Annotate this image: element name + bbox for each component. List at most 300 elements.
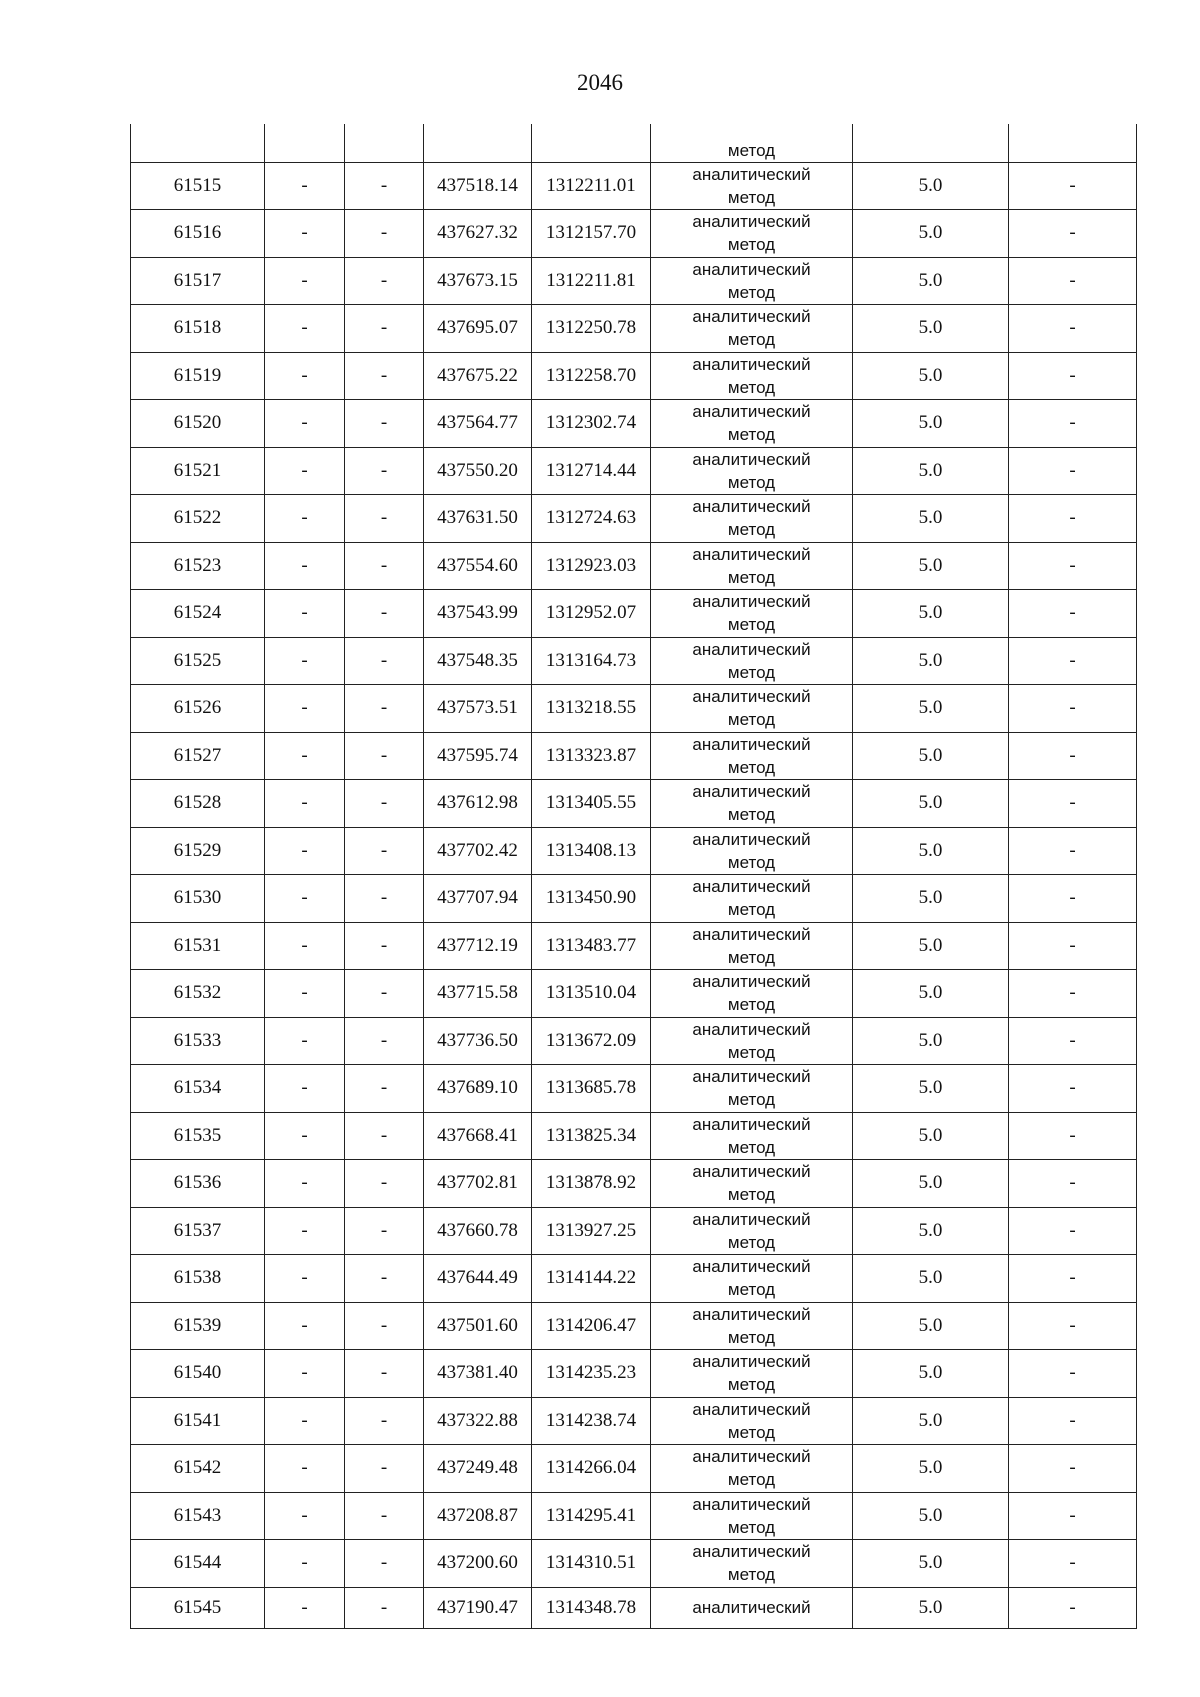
- x-coordinate-cell: 437673.15: [424, 257, 532, 305]
- method-line-1: аналитический: [692, 1494, 811, 1514]
- point-id-cell: 61520: [131, 400, 265, 448]
- y-coordinate-cell: 1313672.09: [532, 1017, 651, 1065]
- x-coordinate-cell: 437381.40: [424, 1350, 532, 1398]
- method-cell: [651, 732, 853, 780]
- method-line-2: метод: [727, 900, 776, 920]
- point-id-cell: 61539: [131, 1302, 265, 1350]
- accuracy-cell: 5.0: [853, 1255, 1009, 1303]
- point-id-cell: 61541: [131, 1397, 265, 1445]
- x-coordinate-cell: 437249.48: [424, 1445, 532, 1493]
- col8-cell: -: [1009, 1160, 1137, 1208]
- point-id-cell: 61536: [131, 1160, 265, 1208]
- table-row: [131, 590, 1137, 638]
- method-line-1: аналитический: [692, 449, 811, 469]
- method-line-1: аналитический: [692, 1257, 811, 1277]
- method-cell: [651, 305, 853, 353]
- point-id-cell: 61529: [131, 827, 265, 875]
- col8-cell: -: [1009, 1112, 1137, 1160]
- method-line-2: метод: [727, 1232, 776, 1252]
- method-line-2: метод: [727, 615, 776, 635]
- point-id-cell: 61533: [131, 1017, 265, 1065]
- col2-cell: -: [265, 542, 345, 590]
- point-id-cell: 61518: [131, 305, 265, 353]
- col2-cell: -: [265, 685, 345, 733]
- method-line-2: метод: [727, 805, 776, 825]
- col3-cell: -: [345, 780, 424, 828]
- y-coordinate-cell: 1313483.77: [532, 922, 651, 970]
- point-id-cell: 61543: [131, 1492, 265, 1540]
- method-line-1: аналитический: [692, 1067, 811, 1087]
- y-coordinate-cell: 1314206.47: [532, 1302, 651, 1350]
- col3-cell: -: [345, 1207, 424, 1255]
- col3-cell: -: [345, 447, 424, 495]
- x-coordinate-cell: 437707.94: [424, 875, 532, 923]
- y-coordinate-cell: 1312714.44: [532, 447, 651, 495]
- col3-cell: -: [345, 732, 424, 780]
- method-cell: [651, 257, 853, 305]
- method-line-1: аналитический: [692, 687, 811, 707]
- col8-cell: -: [1009, 970, 1137, 1018]
- col8-cell: -: [1009, 1017, 1137, 1065]
- x-coordinate-cell: 437322.88: [424, 1397, 532, 1445]
- col8-cell: -: [1009, 1587, 1137, 1628]
- table-row: [131, 637, 1137, 685]
- y-coordinate-cell: 1312302.74: [532, 400, 651, 448]
- y-coordinate-cell: 1314310.51: [532, 1540, 651, 1588]
- method-line-2: метод: [727, 662, 776, 682]
- y-coordinate-cell: 1312258.70: [532, 352, 651, 400]
- accuracy-cell: 5.0: [853, 162, 1009, 210]
- table-row: [131, 305, 1137, 353]
- x-coordinate-cell: 437554.60: [424, 542, 532, 590]
- table-row: [131, 922, 1137, 970]
- y-coordinate-cell: 1313825.34: [532, 1112, 651, 1160]
- accuracy-cell: 5.0: [853, 1112, 1009, 1160]
- method-line-1: аналитический: [692, 1114, 811, 1134]
- method-cell: [651, 970, 853, 1018]
- col3-cell: -: [345, 495, 424, 543]
- method-line-2: метод: [727, 187, 776, 207]
- method-cell: [651, 1112, 853, 1160]
- col3-cell: -: [345, 257, 424, 305]
- col8-cell: -: [1009, 352, 1137, 400]
- col3-cell: -: [345, 1397, 424, 1445]
- col3-cell: -: [345, 1445, 424, 1493]
- col8-cell: -: [1009, 1540, 1137, 1588]
- table-row: [131, 1397, 1137, 1445]
- point-id-cell: 61542: [131, 1445, 265, 1493]
- y-coordinate-cell: 1314235.23: [532, 1350, 651, 1398]
- method-cell: [651, 1302, 853, 1350]
- continuation-row: [131, 124, 1137, 162]
- col3-cell: -: [345, 590, 424, 638]
- col2-cell: -: [265, 637, 345, 685]
- y-coordinate-cell: 1312157.70: [532, 210, 651, 258]
- accuracy-cell: 5.0: [853, 1587, 1009, 1628]
- accuracy-cell: 5.0: [853, 1397, 1009, 1445]
- y-coordinate-cell: 1313408.13: [532, 827, 651, 875]
- col3-cell: -: [345, 970, 424, 1018]
- x-coordinate-cell: 437543.99: [424, 590, 532, 638]
- col8-cell: -: [1009, 162, 1137, 210]
- point-id-cell: 61525: [131, 637, 265, 685]
- point-id-cell: 61521: [131, 447, 265, 495]
- method-line-2: метод: [727, 235, 776, 255]
- y-coordinate-cell: 1314238.74: [532, 1397, 651, 1445]
- col3-cell: -: [345, 685, 424, 733]
- col8-cell: -: [1009, 1492, 1137, 1540]
- y-coordinate-cell: 1312952.07: [532, 590, 651, 638]
- table-row: [131, 1492, 1137, 1540]
- col8-cell: -: [1009, 732, 1137, 780]
- accuracy-cell: 5.0: [853, 210, 1009, 258]
- method-cell: [651, 210, 853, 258]
- accuracy-cell: 5.0: [853, 1160, 1009, 1208]
- method-line-2: метод: [727, 852, 776, 872]
- coordinates-table: [130, 124, 1137, 1629]
- method-cell: [651, 1017, 853, 1065]
- x-coordinate-cell: 437712.19: [424, 922, 532, 970]
- x-coordinate-cell: 437573.51: [424, 685, 532, 733]
- page-number: 2046: [577, 70, 623, 95]
- table-row: [131, 1302, 1137, 1350]
- col8-cell: -: [1009, 827, 1137, 875]
- col3-cell: -: [345, 352, 424, 400]
- table-row: [131, 1207, 1137, 1255]
- col8-cell: -: [1009, 257, 1137, 305]
- point-id-cell: 61523: [131, 542, 265, 590]
- col2-cell: -: [265, 780, 345, 828]
- y-coordinate-cell: 1314266.04: [532, 1445, 651, 1493]
- accuracy-cell: 5.0: [853, 1302, 1009, 1350]
- col3-cell: -: [345, 1017, 424, 1065]
- point-id-cell: 61530: [131, 875, 265, 923]
- x-coordinate-cell: 437200.60: [424, 1540, 532, 1588]
- point-id-cell: 61535: [131, 1112, 265, 1160]
- table-row: [131, 495, 1137, 543]
- col8-cell: -: [1009, 447, 1137, 495]
- point-id-cell: 61516: [131, 210, 265, 258]
- col2-cell: -: [265, 1112, 345, 1160]
- y-coordinate-cell: 1313685.78: [532, 1065, 651, 1113]
- col8-cell: -: [1009, 590, 1137, 638]
- table-row: [131, 162, 1137, 210]
- table-row: [131, 352, 1137, 400]
- x-coordinate-cell: 437675.22: [424, 352, 532, 400]
- method-cell: [651, 162, 853, 210]
- x-coordinate-cell: 437631.50: [424, 495, 532, 543]
- accuracy-cell: 5.0: [853, 257, 1009, 305]
- x-coordinate-cell: 437702.42: [424, 827, 532, 875]
- col2-cell: -: [265, 732, 345, 780]
- y-coordinate-cell: 1313878.92: [532, 1160, 651, 1208]
- col8-cell: -: [1009, 542, 1137, 590]
- method-line-1: аналитический: [692, 1304, 811, 1324]
- col2-cell: -: [265, 1397, 345, 1445]
- method-line-2: метод: [727, 425, 776, 445]
- x-coordinate-cell: 437695.07: [424, 305, 532, 353]
- table-row: [131, 1255, 1137, 1303]
- col3-cell: -: [345, 922, 424, 970]
- accuracy-cell: 5.0: [853, 1207, 1009, 1255]
- accuracy-cell: 5.0: [853, 1065, 1009, 1113]
- method-line-1: аналитический: [692, 1447, 811, 1467]
- y-coordinate-cell: 1313510.04: [532, 970, 651, 1018]
- method-cell: [651, 590, 853, 638]
- table-row: [131, 1350, 1137, 1398]
- method-line-2: метод: [727, 1565, 776, 1585]
- x-coordinate-cell: 437715.58: [424, 970, 532, 1018]
- col2-cell: -: [265, 1350, 345, 1398]
- method-cell: [651, 875, 853, 923]
- x-coordinate-cell: 437501.60: [424, 1302, 532, 1350]
- col2-cell: -: [265, 922, 345, 970]
- method-line-1: аналитический: [692, 782, 811, 802]
- table-row: [131, 447, 1137, 495]
- point-id-cell: 61524: [131, 590, 265, 638]
- method-line-2: метод: [727, 520, 776, 540]
- method-line-1: аналитический: [692, 1019, 811, 1039]
- accuracy-cell: 5.0: [853, 922, 1009, 970]
- point-id-cell: 61527: [131, 732, 265, 780]
- col2-cell: -: [265, 875, 345, 923]
- method-line-2: метод: [727, 330, 776, 350]
- accuracy-cell: 5.0: [853, 637, 1009, 685]
- col2-cell: -: [265, 970, 345, 1018]
- accuracy-cell: 5.0: [853, 780, 1009, 828]
- col8-cell: -: [1009, 637, 1137, 685]
- method-line-1: аналитический: [692, 1209, 811, 1229]
- method-line-2: метод: [727, 1375, 776, 1395]
- x-coordinate-cell: 437627.32: [424, 210, 532, 258]
- col2-cell: -: [265, 495, 345, 543]
- col8-cell: -: [1009, 495, 1137, 543]
- method-cell: [651, 1540, 853, 1588]
- method-cell: [651, 1350, 853, 1398]
- method-cell: [651, 542, 853, 590]
- col3-cell: -: [345, 1540, 424, 1588]
- accuracy-cell: 5.0: [853, 495, 1009, 543]
- x-coordinate-cell: 437564.77: [424, 400, 532, 448]
- method-line-2: метод: [727, 1185, 776, 1205]
- accuracy-cell: 5.0: [853, 305, 1009, 353]
- method-cell: [651, 922, 853, 970]
- point-id-cell: 61540: [131, 1350, 265, 1398]
- accuracy-cell: 5.0: [853, 1540, 1009, 1588]
- accuracy-cell: 5.0: [853, 352, 1009, 400]
- method-line-1: аналитический: [692, 1542, 811, 1562]
- x-coordinate-cell: 437736.50: [424, 1017, 532, 1065]
- col8-cell: -: [1009, 780, 1137, 828]
- col2-cell: -: [265, 1255, 345, 1303]
- accuracy-cell: 5.0: [853, 1350, 1009, 1398]
- col3-cell: -: [345, 1587, 424, 1628]
- point-id-cell: 61519: [131, 352, 265, 400]
- col8-cell: -: [1009, 210, 1137, 258]
- col8-cell: -: [1009, 685, 1137, 733]
- table-row: [131, 1445, 1137, 1493]
- x-coordinate-cell: 437702.81: [424, 1160, 532, 1208]
- col2-cell: -: [265, 1540, 345, 1588]
- y-coordinate-cell: 1313405.55: [532, 780, 651, 828]
- method-cell: [651, 495, 853, 543]
- y-coordinate-cell: 1312211.81: [532, 257, 651, 305]
- col2-cell: -: [265, 1065, 345, 1113]
- point-id-cell: 61532: [131, 970, 265, 1018]
- method-cell: [651, 352, 853, 400]
- point-id-cell: 61526: [131, 685, 265, 733]
- method-line-1: аналитический: [692, 829, 811, 849]
- y-coordinate-cell: 1313218.55: [532, 685, 651, 733]
- method-line-2: метод: [727, 757, 776, 777]
- col2-cell: -: [265, 590, 345, 638]
- method-line-1: аналитический: [692, 402, 811, 422]
- method-line-1: аналитический: [692, 877, 811, 897]
- method-cell: [651, 1255, 853, 1303]
- table-row: [131, 780, 1137, 828]
- table-row: [131, 875, 1137, 923]
- x-coordinate-cell: 437668.41: [424, 1112, 532, 1160]
- method-line-1: аналитический: [692, 1352, 811, 1372]
- table-row: [131, 542, 1137, 590]
- method-cell: аналитический: [651, 1587, 853, 1628]
- method-line-1: аналитический: [692, 924, 811, 944]
- col2-cell: -: [265, 1160, 345, 1208]
- col3-cell: -: [345, 162, 424, 210]
- x-coordinate-cell: 437595.74: [424, 732, 532, 780]
- col8-cell: -: [1009, 400, 1137, 448]
- x-coordinate-cell: 437518.14: [424, 162, 532, 210]
- col2-cell: -: [265, 827, 345, 875]
- method-line-1: аналитический: [692, 307, 811, 327]
- col2-cell: -: [265, 1587, 345, 1628]
- col3-cell: -: [345, 1302, 424, 1350]
- col3-cell: -: [345, 1350, 424, 1398]
- point-id-cell: 61515: [131, 162, 265, 210]
- point-id-cell: 61534: [131, 1065, 265, 1113]
- table-row: [131, 827, 1137, 875]
- x-coordinate-cell: 437612.98: [424, 780, 532, 828]
- x-coordinate-cell: 437208.87: [424, 1492, 532, 1540]
- x-coordinate-cell: 437190.47: [424, 1587, 532, 1628]
- col8-cell: -: [1009, 305, 1137, 353]
- method-line-1: аналитический: [692, 212, 811, 232]
- accuracy-cell: 5.0: [853, 827, 1009, 875]
- y-coordinate-cell: 1314348.78: [532, 1587, 651, 1628]
- accuracy-cell: 5.0: [853, 685, 1009, 733]
- method-cell: [651, 1160, 853, 1208]
- accuracy-cell: 5.0: [853, 1492, 1009, 1540]
- col8-cell: -: [1009, 1445, 1137, 1493]
- accuracy-cell: 5.0: [853, 400, 1009, 448]
- x-coordinate-cell: 437550.20: [424, 447, 532, 495]
- y-coordinate-cell: 1313927.25: [532, 1207, 651, 1255]
- method-line-1: аналитический: [692, 639, 811, 659]
- method-line-2: метод: [727, 1280, 776, 1300]
- col2-cell: -: [265, 210, 345, 258]
- point-id-cell: 61545: [131, 1587, 265, 1628]
- table-row: [131, 1017, 1137, 1065]
- x-coordinate-cell: 437644.49: [424, 1255, 532, 1303]
- method-cell: [651, 827, 853, 875]
- col3-cell: -: [345, 1255, 424, 1303]
- accuracy-cell: 5.0: [853, 1017, 1009, 1065]
- col3-cell: -: [345, 1492, 424, 1540]
- method-line-1: аналитический: [692, 259, 811, 279]
- col2-cell: -: [265, 400, 345, 448]
- point-id-cell: 61517: [131, 257, 265, 305]
- y-coordinate-cell: 1312923.03: [532, 542, 651, 590]
- col2-cell: -: [265, 447, 345, 495]
- col3-cell: -: [345, 1065, 424, 1113]
- method-line-1: аналитический: [692, 972, 811, 992]
- method-line-2: метод: [727, 567, 776, 587]
- col8-cell: -: [1009, 1207, 1137, 1255]
- method-line-2: метод: [727, 1042, 776, 1062]
- table-row: [131, 732, 1137, 780]
- col2-cell: -: [265, 1017, 345, 1065]
- col2-cell: -: [265, 352, 345, 400]
- table-row: [131, 1065, 1137, 1113]
- col8-cell: -: [1009, 875, 1137, 923]
- method-cell: [651, 1397, 853, 1445]
- col8-cell: -: [1009, 1350, 1137, 1398]
- point-id-cell: 61531: [131, 922, 265, 970]
- x-coordinate-cell: 437548.35: [424, 637, 532, 685]
- method-line-1: аналитический: [692, 497, 811, 517]
- method-line-1: аналитический: [692, 544, 811, 564]
- method-line-1: аналитический: [692, 1399, 811, 1419]
- method-line-2: метод: [727, 995, 776, 1015]
- y-coordinate-cell: 1314144.22: [532, 1255, 651, 1303]
- y-coordinate-cell: 1312724.63: [532, 495, 651, 543]
- col3-cell: -: [345, 210, 424, 258]
- accuracy-cell: 5.0: [853, 732, 1009, 780]
- method-cell: [651, 780, 853, 828]
- accuracy-cell: 5.0: [853, 542, 1009, 590]
- method-line-1: аналитический: [692, 164, 811, 184]
- method-line-2: метод: [727, 472, 776, 492]
- col2-cell: -: [265, 1445, 345, 1493]
- method-cell: [651, 1445, 853, 1493]
- table-row: [131, 1540, 1137, 1588]
- method-line-2: метод: [727, 377, 776, 397]
- point-id-cell: 61528: [131, 780, 265, 828]
- col3-cell: -: [345, 542, 424, 590]
- method-line-2: метод: [727, 1137, 776, 1157]
- method-cell: [651, 637, 853, 685]
- method-cell: [651, 1065, 853, 1113]
- method-cell: [651, 447, 853, 495]
- method-line-2: метод: [727, 1090, 776, 1110]
- col3-cell: -: [345, 875, 424, 923]
- table-row: [131, 1112, 1137, 1160]
- table-row: [131, 1160, 1137, 1208]
- method-cell: [651, 1207, 853, 1255]
- accuracy-cell: 5.0: [853, 447, 1009, 495]
- y-coordinate-cell: 1312250.78: [532, 305, 651, 353]
- method-line-1: аналитический: [692, 1162, 811, 1182]
- col2-cell: -: [265, 305, 345, 353]
- table-row: [131, 685, 1137, 733]
- col2-cell: -: [265, 1302, 345, 1350]
- y-coordinate-cell: 1314295.41: [532, 1492, 651, 1540]
- col2-cell: -: [265, 162, 345, 210]
- col2-cell: -: [265, 257, 345, 305]
- col8-cell: -: [1009, 1065, 1137, 1113]
- point-id-cell: 61522: [131, 495, 265, 543]
- method-line-2: метод: [727, 1327, 776, 1347]
